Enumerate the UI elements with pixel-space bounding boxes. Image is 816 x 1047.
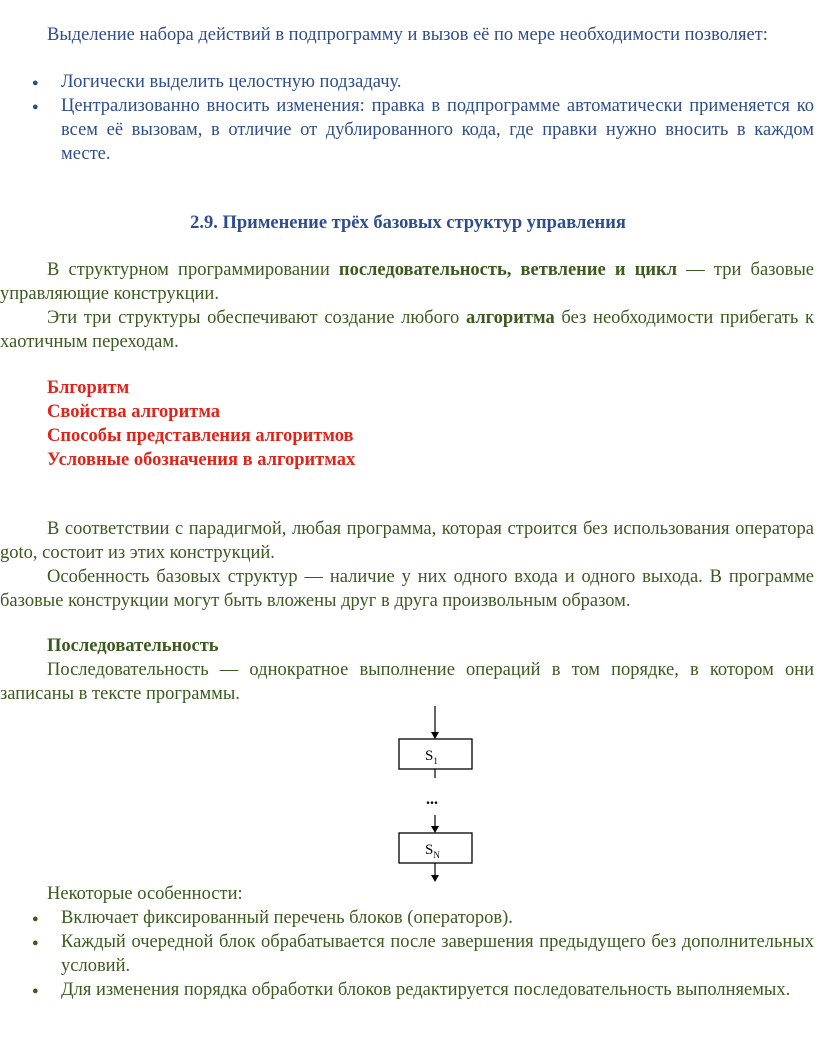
block-s1-label: $S_1$ <box>425 748 438 766</box>
sequence-diagram <box>380 690 490 890</box>
feature-item-3: Для изменения порядка обработки блоков редактируется последовательность выполняемых. <box>61 980 791 1000</box>
bullet-icon: ● <box>32 101 39 113</box>
intro-bullet-2: Централизованно вносить изменения: правка в подпрограмме автоматически применяется ко всем её вызовам, в отличие от дублированного кода, где правки нужно вносить в каждом месте. <box>61 96 814 164</box>
intro-bullet-1: Логически выделить целостную подзадачу. <box>61 72 402 92</box>
section-heading: 2.9. Применение трёх базовых структур управления <box>190 213 626 233</box>
paragraph-features: Особенность базовых структур — наличие у них одного входа и одного выхода. В программе базовые конструкции могут быть вложены друг в друга произвольным образом. <box>0 567 814 611</box>
feature-item-2: Каждый очередной блок обрабатывается после завершения предыдущего без дополнительных условий. <box>61 932 814 976</box>
ellipsis: ... <box>426 791 438 808</box>
paragraph-structures <box>0 258 814 306</box>
paragraph-text: Эти три структуры обеспечивают создание любого <box>47 308 466 328</box>
bullet-icon: ● <box>32 937 39 949</box>
feature-item-1: Включает фиксированный перечень блоков (операторов). <box>61 908 513 928</box>
link-algorithm-properties[interactable]: Свойства алгоритма <box>47 402 221 422</box>
bullet-icon: ● <box>32 985 39 997</box>
emphasis-text: последовательность, ветвление и цикл <box>338 260 678 280</box>
emphasis-text: алгоритма <box>465 308 555 328</box>
paragraph-text: без необходимости прибегать к хаотичным переходам. <box>0 308 815 352</box>
link-algorithm-representation[interactable]: Способы представления алгоритмов <box>47 426 354 446</box>
arrow-head-icon <box>431 875 439 882</box>
link-algorithm-notation[interactable]: Условные обозначения в алгоритмах <box>47 450 356 470</box>
block-sn-label: $S_N$ <box>425 842 440 860</box>
sequence-title: Последовательность <box>47 636 219 656</box>
link-algorithm[interactable]: Блгоритм <box>47 378 130 398</box>
sequence-definition: Последовательность — однократное выполнение операций в том порядке, в котором они записаны в тексте программы. <box>0 660 814 704</box>
intro-paragraph: Выделение набора действий в подпрограмму и вызов её по мере необходимости позволяет: <box>47 25 768 45</box>
features-lead: Некоторые особенности: <box>47 884 243 904</box>
paragraph-text: В структурном программировании <box>47 260 339 280</box>
paragraph-algorithm <box>0 306 814 354</box>
arrow-head-icon <box>431 732 439 739</box>
arrow-head-icon <box>431 826 439 833</box>
paragraph-text: — три базовые управляющие конструкции. <box>0 260 814 304</box>
bullet-icon: ● <box>32 77 39 89</box>
bullet-icon: ● <box>32 913 39 925</box>
paragraph-paradigm: В соответствии с парадигмой, любая программа, которая строится без использования оператора goto, состоит из этих конструкций. <box>0 519 814 563</box>
